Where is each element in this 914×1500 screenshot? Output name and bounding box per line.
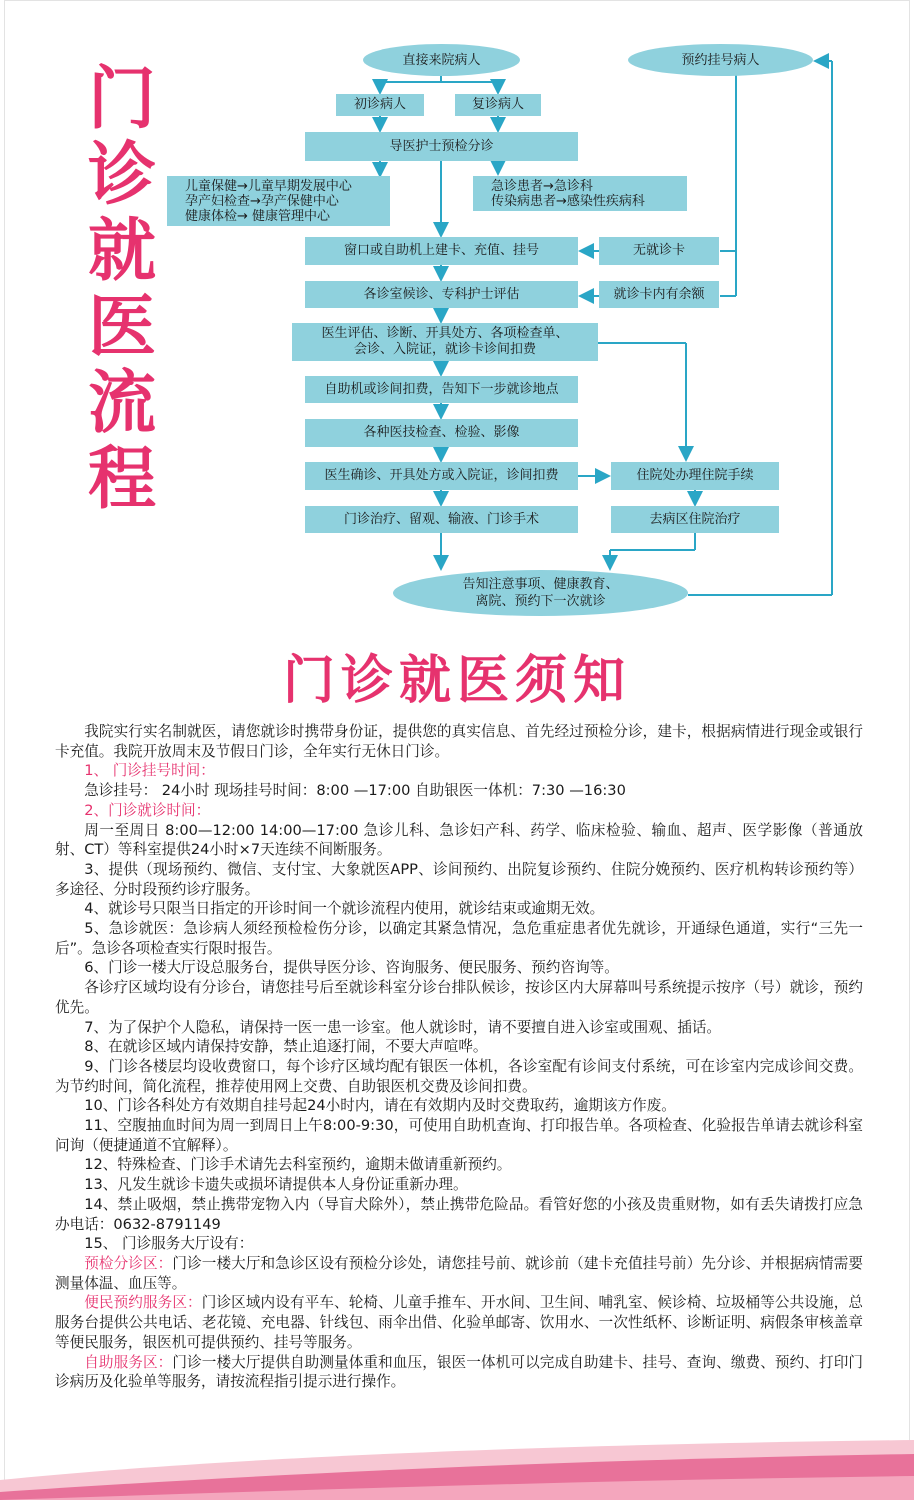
node-label: 去病区住院治疗 bbox=[649, 511, 741, 527]
title-char: 诊 bbox=[87, 136, 156, 215]
node-exams bbox=[305, 419, 578, 447]
node-outpatient-treatment bbox=[305, 506, 578, 533]
notice-paragraph: 7、为了保护个人隐私，请保持一医一患一诊室。他人就诊时，请不要擅自进入诊室或围观、插话。 bbox=[84, 1018, 722, 1036]
node-label: 各诊室候诊、专科护士评估 bbox=[363, 286, 520, 302]
node-wait-assess bbox=[305, 281, 578, 308]
node-label: 各种医技检查、检验、影像 bbox=[363, 425, 520, 440]
title-char: 门 bbox=[87, 60, 156, 139]
notice-paragraph: 5、急诊就医：急诊病人须经预检检伤分诊，以确定其紧急情况，急危重症患者优先就诊，开通绿色通道，实行“三先一后”。急诊各项检查实行限时报告。 bbox=[55, 920, 863, 957]
node-label: 初诊病人 bbox=[353, 97, 406, 112]
node-return-visit bbox=[455, 94, 541, 116]
zone-text: 门诊区域内设有平车、轮椅、儿童手推车、开水间、卫生间、哺乳室、候诊椅、垃圾桶等公共设施，总服务台提供公共电话、老花镜、充电器、针线包、雨伞出借、化验单邮寄、饮用水、一次性纸杯、诊断证明、病假条审核盖章等便民服务，银医机可提供预约、挂号等服务。 bbox=[55, 1294, 863, 1351]
node-special-departments bbox=[167, 176, 390, 226]
notice-paragraph: 4、就诊号只限当日指定的开诊时间一个就诊流程内使用，就诊结束或逾期无效。 bbox=[84, 900, 605, 918]
node-label: 住院处办理住院手续 bbox=[636, 468, 754, 483]
notice-body bbox=[55, 722, 863, 1392]
zone-title: 预检分诊区： bbox=[84, 1254, 173, 1272]
node-label-line: 告知注意事项、健康教育、 bbox=[462, 577, 619, 592]
node-label: 预约挂号病人 bbox=[681, 52, 760, 68]
node-first-visit bbox=[336, 94, 424, 116]
node-label-line: 会诊、入院证，就诊卡诊间扣费 bbox=[353, 342, 536, 357]
node-label: 复诊病人 bbox=[471, 97, 524, 112]
node-triage bbox=[305, 132, 578, 161]
notice-paragraph: 10、门诊各科处方有效期自挂号起24小时内，请在有效期内及时交费取药，逾期该方作废。 bbox=[84, 1097, 676, 1115]
node-card-balance bbox=[599, 281, 719, 308]
node-label: 自助机或诊间扣费，告知下一步就诊地点 bbox=[324, 381, 559, 397]
node-label: 门诊治疗、留观、输液、门诊手术 bbox=[343, 511, 539, 527]
dept-line: 急诊患者→急诊科 bbox=[491, 179, 593, 194]
zone-paragraph bbox=[55, 1254, 863, 1293]
node-appointment-patient bbox=[628, 44, 813, 76]
node-self-pay bbox=[305, 376, 578, 403]
node-confirm-diagnosis bbox=[305, 462, 578, 490]
notice-intro: 我院实行实名制就医，请您就诊时携带身份证，提供您的真实信息、首先经过预检分诊，建卡，根据病情进行现金或银行卡充值。我院开放周末及节假日门诊，全年实行无休日门诊。 bbox=[55, 723, 863, 760]
dept-line: 孕产妇检查→孕产保健中心 bbox=[185, 194, 339, 209]
zone-paragraph bbox=[55, 1353, 863, 1392]
zone-text: 门诊一楼大厅和急诊区设有预检分诊处，请您挂号前、就诊前（建卡充值挂号前）先分诊、并根据病情需要测量体温、血压等。 bbox=[55, 1254, 863, 1292]
title-char: 流 bbox=[87, 364, 156, 443]
section-title: 1、 门诊挂号时间： bbox=[84, 762, 215, 780]
dept-line: 传染病患者→感染性疾病科 bbox=[491, 194, 645, 209]
node-label: 就诊卡内有余额 bbox=[613, 286, 705, 302]
dept-line: 健康体检→ 健康管理中心 bbox=[185, 209, 331, 224]
node-label-line: 医生评估、诊断、开具处方、各项检查单、 bbox=[321, 326, 569, 341]
node-label: 医生确诊、开具处方或入院证，诊间扣费 bbox=[324, 468, 559, 483]
node-final bbox=[393, 570, 688, 616]
notice-paragraph: 8、在就诊区域内请保持安静，禁止追逐打闹，不要大声喧哗。 bbox=[84, 1038, 488, 1056]
node-direct-patient bbox=[363, 44, 520, 76]
notice-paragraph: 3、提供（现场预约、微信、支付宝、大象就医APP、诊间预约、出院复诊预约、住院分娩预约、医疗机构转诊预约等）多途径、分时段预约诊疗服务。 bbox=[55, 860, 863, 898]
node-label-line: 离院、预约下一次就诊 bbox=[475, 594, 606, 609]
node-ward bbox=[611, 506, 779, 533]
title-char: 医 bbox=[87, 288, 156, 367]
notice-paragraph: 11、空腹抽血时间为周一到周日上午8:00-9:30，可使用自助机查询、打印报告单。各项检查、化验报告单请去就诊科室问询（便捷通道不宜解释）。 bbox=[55, 1117, 863, 1154]
dept-line: 儿童保健→儿童早期发展中心 bbox=[185, 179, 352, 194]
zone-paragraph bbox=[55, 1293, 863, 1352]
section-title: 2、门诊就诊时间： bbox=[84, 801, 211, 819]
title-char: 程 bbox=[87, 440, 156, 519]
notice-paragraph: 各诊疗区域均设有分诊台，请您挂号后至就诊科室分诊台排队候诊，按诊区内大屏幕叫号系统提示按序（号）就诊，预约优先。 bbox=[55, 979, 863, 1016]
notice-paragraph: 急诊挂号： 24小时 现场挂号时间：8:00 —17:00 自助银医一体机：7:30 —16:30 bbox=[84, 782, 626, 800]
notice-paragraph: 9、门诊各楼层均设收费窗口，每个诊疗区域均配有银医一体机，各诊室配有诊间支付系统，可在诊室内完成诊间交费。为节约时间，简化流程，推荐使用网上交费、自助银医机交费及诊间扣费。 bbox=[55, 1057, 863, 1095]
node-doctor-assess bbox=[292, 323, 598, 361]
node-register-window bbox=[305, 237, 578, 265]
notice-paragraph: 15、 门诊服务大厅设有： bbox=[84, 1235, 254, 1253]
node-admission bbox=[611, 462, 779, 490]
notice-paragraph: 12、特殊检查、门诊手术请先去科室预约，逾期未做请重新预约。 bbox=[84, 1156, 512, 1174]
node-label: 窗口或自助机上建卡、充值、挂号 bbox=[343, 243, 539, 258]
node-label: 导医护士预检分诊 bbox=[389, 138, 494, 154]
notice-paragraph: 14、禁止吸烟，禁止携带宠物入内（导盲犬除外），禁止携带危险品。看管好您的小孩及贵重财物，如有丢失请拨打应急办电话：0632-8791149 bbox=[55, 1195, 863, 1233]
zone-title: 自助服务区： bbox=[84, 1353, 173, 1371]
notice-paragraph: 周一至周日 8:00—12:00 14:00—17:00 急诊儿科、急诊妇产科、药学、临床检验、输血、超声、医学影像（普通放射、CT）等科室提供24小时×7天连续不间断服务。 bbox=[55, 821, 863, 859]
notice-paragraph: 13、凡发生就诊卡遗失或损坏请提供本人身份证重新办理。 bbox=[84, 1176, 468, 1194]
title-char: 就 bbox=[87, 212, 156, 291]
node-no-card bbox=[599, 237, 719, 265]
zone-title: 便民预约服务区： bbox=[84, 1294, 202, 1312]
node-label: 直接来院病人 bbox=[402, 52, 481, 68]
bottom-wave-decoration bbox=[0, 1440, 914, 1500]
notice-heading: 门诊就医须知 bbox=[282, 651, 631, 711]
node-emergency-departments bbox=[473, 176, 687, 211]
notice-paragraph: 6、门诊一楼大厅设总服务台，提供导医分诊、咨询服务、便民服务、预约咨询等。 bbox=[84, 959, 619, 977]
zone-text: 门诊一楼大厅提供自助测量体重和血压，银医一体机可以完成自助建卡、挂号、查询、缴费、预约、打印门诊病历及化验单等服务，请按流程指引提示进行操作。 bbox=[55, 1353, 863, 1391]
node-label: 无就诊卡 bbox=[632, 243, 685, 258]
